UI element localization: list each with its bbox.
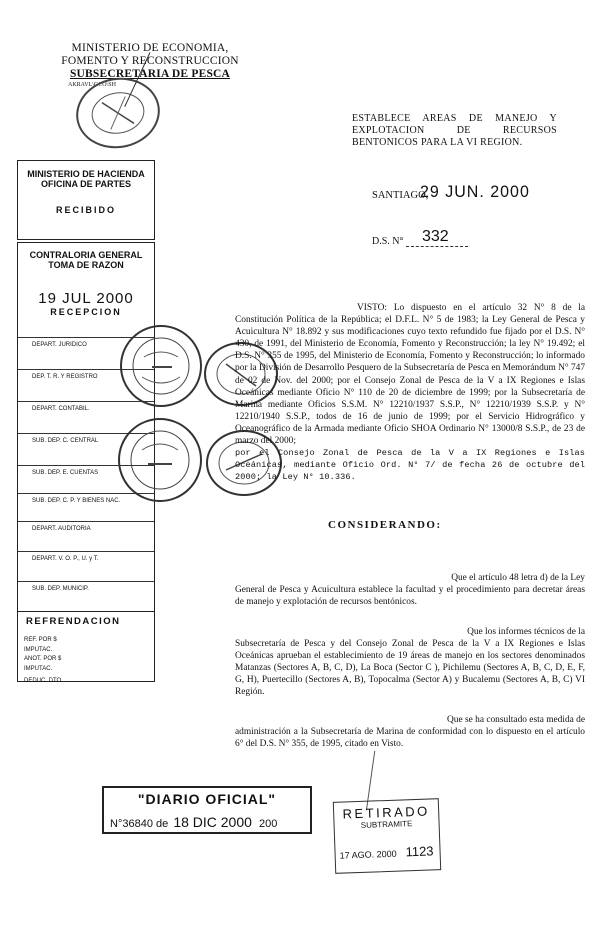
contraloria-recepcion: RECEPCION bbox=[50, 307, 122, 317]
official-seal-2 bbox=[118, 418, 202, 502]
contraloria-line2: TOMA DE RAZON bbox=[48, 260, 124, 270]
control-row: SUB. DEP. E. CUENTAS bbox=[18, 465, 154, 494]
considerando-paragraph-2 bbox=[235, 626, 585, 699]
ministry-line1: MINISTERIO DE ECONOMIA, bbox=[71, 42, 229, 54]
diario-year-prefix: 200 bbox=[258, 818, 278, 830]
visto-text: Lo dispuesto en el artículo 32 N° 8 de la Constitución Política de la República; el D.F.L. N° 5 de 1983; la Ley General de Pesca y Acuicultura N° 18.892 y sus modificaciones cuyo texto refundido fue fijado por el D.S. N° 430, de 1991, del Ministerio de Economía, Fomento y Reconstrucción; la ley N° 19.492; el D.S. N° 355 de 1995, del Ministerio de Economía, Fomento y Reconstrucción; lo informado por la División de Desarrollo Pesquero de la Subsecretaría de Pesca en Memorándum N° 747 de 02 de Nov. del 2000; por el Consejo Zonal de Pesca de la V a IX Regiones e Islas Oceánicas mediante Oficio N° 110 de 20 de diciembre de 1999; por la Subsecretaría de Marina mediante Oficios S.S.M. N° 12210/1937 S.S.P., N° 12210/1939 S.S.P. y N° 12210/1940 S.S.P., todos de 16 de junio de 1999; por el Servicio Hidrográfico y Oceanográfico de la Armada mediante Oficio SHOA Ordinario N° 13000/8 S.S.P., de 23 de marzo del 2000; bbox=[235, 303, 586, 447]
diario-de: de bbox=[156, 818, 169, 830]
subsecretaria-line: SUBSECRETARIA DE PESCA bbox=[69, 68, 231, 80]
visto-paragraph bbox=[235, 302, 585, 483]
control-row: DEPART. CONTABIL. bbox=[18, 401, 154, 434]
ds-label: D.S. N° bbox=[372, 236, 404, 247]
considerando-2-lead: Que los informes técnicos de la bbox=[467, 627, 585, 637]
reference-initials: AKRAVL\GCO\SH bbox=[68, 82, 116, 88]
retirado-code: 1123 bbox=[405, 843, 434, 860]
visto-typed-addendum: por el Consejo Zonal de Pesca de la V a IX Regiones e Islas Oceánicas, mediante Oficio Ord. N° 7/ de fecha 26 de octubre del 2000; la Ley N° 10.336. bbox=[235, 448, 585, 483]
control-row: SUB. DEP. C. P. Y BIENES NAC. bbox=[18, 493, 154, 522]
retirado-sub: SUBTRAMITE bbox=[360, 819, 413, 830]
refrendacion-title: REFRENDACION bbox=[26, 616, 121, 627]
control-row: DEPART. JURIDICO bbox=[18, 337, 154, 370]
considerando-3-lead: Que se ha consultado esta medida de bbox=[447, 715, 585, 725]
considerando-paragraph-1 bbox=[235, 572, 585, 608]
retirado-date: 17 AGO. 2000 bbox=[339, 848, 397, 861]
seal-icon bbox=[122, 327, 200, 405]
ministry-line2: FOMENTO Y RECONSTRUCCION bbox=[61, 55, 239, 67]
diario-oficial-title: "DIARIO OFICIAL" bbox=[137, 791, 277, 807]
retirado-title: RETIRADO bbox=[342, 803, 430, 822]
place-label: SANTIAGO, bbox=[372, 190, 429, 201]
hacienda-line3: RECIBIDO bbox=[55, 205, 116, 215]
considerando-1-text: General de Pesca y Acuicultura establece la facultad y el procedimiento para decretar áreas de manejo y explotación de recursos bentónicos. bbox=[235, 585, 585, 608]
seal-icon bbox=[120, 420, 200, 500]
ds-number: 332 bbox=[422, 228, 449, 245]
control-row: DEPART. V. O. P., U. y T. bbox=[18, 551, 154, 582]
control-row: SUB. DEP. MUNICIP. bbox=[18, 581, 154, 612]
diario-date: 18 DIC 2000 bbox=[173, 814, 252, 830]
decree-title: ESTABLECE AREAS DE MANEJO Y EXPLOTACION DE RECURSOS BENTONICOS PARA LA VI REGION. bbox=[352, 113, 557, 148]
contraloria-date: 19 JUL 2000 bbox=[38, 290, 134, 307]
ds-underline bbox=[406, 246, 468, 247]
considerando-2-text: Subsecretaría de Pesca y del Consejo Zonal de Pesca de la V a IX Regiones e Islas Oceánicas aprueban el establecimiento de 19 áreas de manejo en los sectores denominados Matanzas (Sectores A, B, C, D), La Boca (Sector C ), Pichilemu (Sectores A, B, C, D, E, F, G, H), Puertecillo (Sectores A, B), Topocalma (Sector A) y Bucalemu (Sectores A, B, C) VI Región. bbox=[235, 639, 585, 698]
contraloria-line1: CONTRALORIA GENERAL bbox=[29, 250, 143, 260]
hacienda-line2: OFICINA DE PARTES bbox=[40, 179, 131, 189]
control-row: SUB. DEP. C. CENTRAL bbox=[18, 433, 154, 466]
considerando-paragraph-3 bbox=[235, 714, 585, 750]
considerando-1-lead: Que el artículo 48 letra d) de la Ley bbox=[451, 573, 585, 583]
visto-lead: VISTO: bbox=[357, 303, 388, 313]
diario-oficial-stamp bbox=[102, 786, 312, 834]
refrendacion-rows: REF. POR $ IMPUTAC. ANOT. POR $ IMPUTAC. DEDUC. DTO. bbox=[24, 637, 63, 684]
diario-number: N°36840 bbox=[110, 818, 153, 830]
diario-oficial-info bbox=[110, 814, 277, 830]
hacienda-stamp bbox=[17, 160, 155, 240]
control-row: DEP. T. R. Y REGISTRO bbox=[18, 369, 154, 402]
date-stamp: 29 JUN. 2000 bbox=[420, 183, 530, 202]
official-seal-1 bbox=[120, 325, 202, 407]
control-row: DEPART. AUDITORIA bbox=[18, 521, 154, 552]
retirado-stamp bbox=[333, 798, 441, 874]
refrendacion-block bbox=[18, 611, 154, 684]
hacienda-line1: MINISTERIO DE HACIENDA bbox=[27, 169, 145, 179]
considerando-heading: CONSIDERANDO: bbox=[328, 519, 442, 531]
considerando-3-text: administración a la Subsecretaría de Marina de conformidad con lo dispuesto en el artículo 6° del D.S. N° 355, de 1995, citado en Visto. bbox=[235, 727, 585, 750]
